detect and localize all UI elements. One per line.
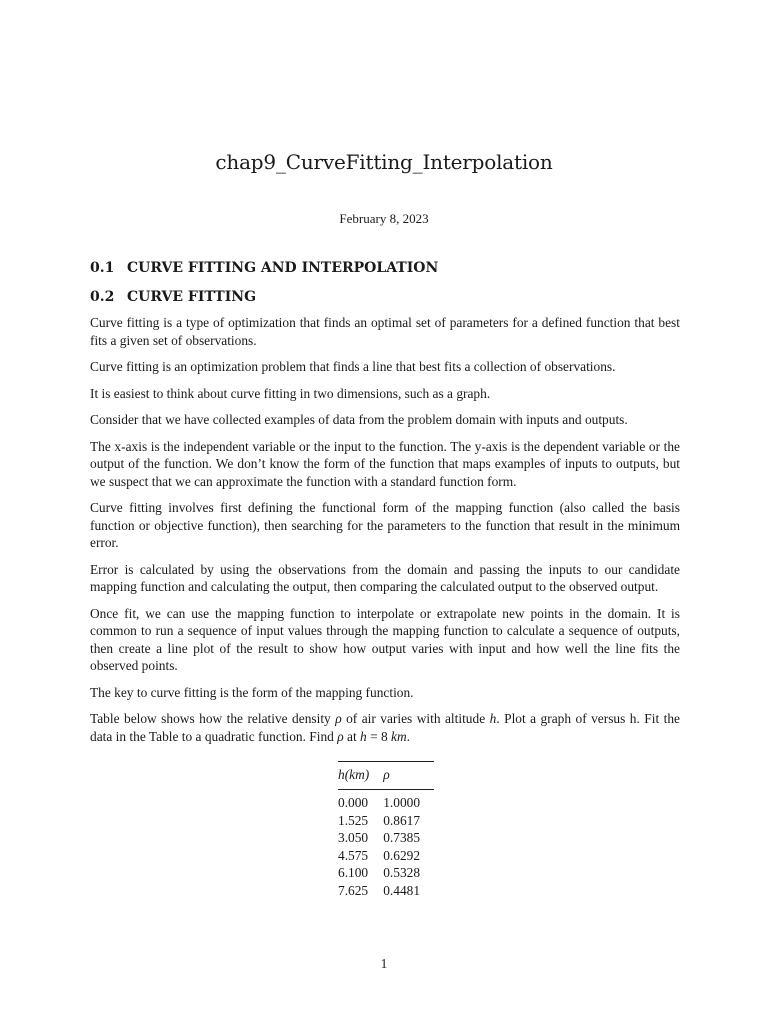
problem-text: at: [343, 728, 361, 744]
table-row: [338, 864, 434, 882]
section-heading: [90, 287, 680, 307]
section-title: CURVE FITTING AND INTERPOLATION: [127, 260, 439, 276]
problem-text: of air varies with altitude: [341, 711, 490, 726]
column-header-h: h(km): [338, 767, 370, 782]
table-cell: 7.625: [338, 882, 369, 898]
table-cell: 0.7385: [383, 830, 421, 845]
rho-symbol: ρ: [335, 711, 342, 726]
table-cell: 0.4481: [383, 882, 421, 898]
table-header-row: [338, 762, 434, 790]
table-cell: 0.000: [338, 795, 369, 810]
paragraph: Curve fitting involves first defining the functional form of the mapping function (also called the basis function or objective function), then searching for the parameters to the function that result in the minimum error.: [90, 500, 680, 550]
document-body: [90, 258, 680, 899]
paragraph: Once fit, we can use the mapping function to interpolate or extrapolate new points in the domain. It is common to run a sequence of input values through the mapping function to calculate a sequence of outputs, then create a line plot of the result to show how output varies with input and how well the line fits the observed points.: [90, 605, 680, 673]
problem-statement: [90, 710, 680, 745]
problem-text: . Plot a graph of versus h. Fit the data in the Table to a quadratic function. Find: [90, 711, 680, 744]
h-symbol: h: [360, 728, 367, 744]
paragraph: Curve fitting is an optimization problem that finds a line that best fits a collection of observations.: [90, 359, 616, 374]
table-cell: 4.575: [338, 847, 369, 863]
table-cell: 1.0000: [383, 795, 421, 810]
table-row: [338, 882, 434, 900]
table-cell: 6.100: [338, 865, 369, 880]
table-cell: 3.050: [338, 830, 369, 845]
document-date: February 8, 2023: [339, 211, 429, 226]
table-row: [338, 790, 434, 812]
h-symbol: h: [489, 711, 497, 726]
density-table: [338, 761, 434, 899]
table-row: [338, 847, 434, 865]
table-cell: 0.5328: [383, 865, 421, 880]
table-cell: 1.525: [338, 812, 369, 828]
page-number: 1: [380, 956, 388, 971]
document-title: chap9_CurveFitting_Interpolation: [215, 150, 553, 174]
problem-text: = 8: [366, 728, 392, 744]
paragraph: It is easiest to think about curve fitting in two dimensions, such as a graph.: [90, 385, 491, 401]
paragraph: Curve fitting is a type of optimization that finds an optimal set of parameters for a defined function that best fits a given set of observations.: [90, 315, 680, 348]
paragraph: Error is calculated by using the observations from the domain and passing the inputs to our candidate mapping function and calculating the output, then comparing the calculated output to the observed output.: [90, 561, 680, 594]
table-cell: 0.8617: [383, 812, 421, 828]
paragraph: The key to curve fitting is the form of the mapping function.: [90, 684, 414, 700]
problem-text: .: [406, 728, 410, 744]
section-title: CURVE FITTING: [127, 289, 257, 305]
section-number: 0.1: [90, 260, 115, 276]
rho-symbol: ρ: [337, 728, 344, 744]
section-heading: [90, 258, 680, 278]
table-cell: 0.6292: [383, 847, 421, 863]
section-number: 0.2: [90, 289, 115, 305]
density-table-container: [338, 761, 430, 899]
column-header-rho: ρ: [383, 767, 390, 782]
table-row: [338, 829, 434, 847]
problem-text: Table below shows how the relative density: [90, 711, 336, 726]
paragraph: The x-axis is the independent variable or the input to the function. The y-axis is the dependent variable or the output of the function. We don’t know the form of the function that maps examples of inputs to outputs, but we suspect that we can approximate the function with a standard function form.: [90, 438, 680, 489]
km-unit: km: [391, 728, 407, 744]
paragraph: Consider that we have collected examples of data from the problem domain with inputs and outputs.: [90, 412, 628, 427]
table-row: [338, 812, 434, 830]
